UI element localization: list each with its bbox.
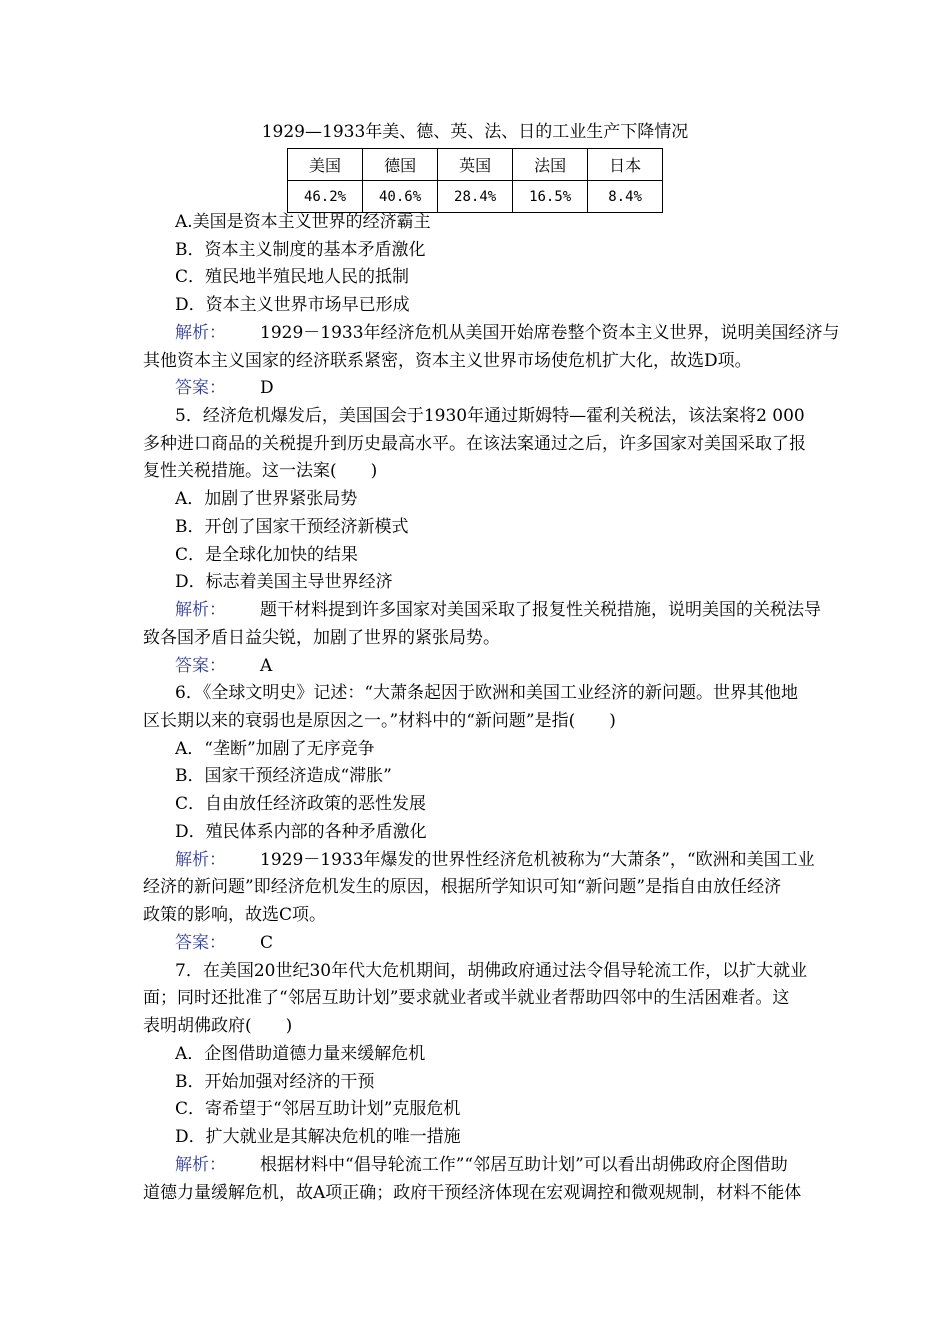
q7-stem-line: 面；同时还批准了“邻居互助计划”要求就业者或半就业者帮助四邻中的生活困难者。这 — [143, 988, 790, 1008]
answer-value: A — [260, 656, 273, 676]
q6-stem-line: 区长期以来的衰弱也是原因之一。”材料中的“新问题”是指( ) — [143, 711, 616, 731]
q5-analysis-line — [175, 599, 821, 621]
answer-value: C — [260, 933, 274, 953]
analysis-label: 解析： — [175, 1155, 226, 1175]
table-cell: 46.2% — [288, 181, 363, 213]
analysis-text: 1929－1933年爆发的世界性经济危机被称为“大萧条”，“欧洲和美国工业 — [260, 850, 815, 870]
q5-stem-line: 复性关税措施。这一法案( ) — [143, 461, 378, 481]
table-header-cell: 美国 — [288, 149, 363, 181]
q6-option-c: C．自由放任经济政策的恶性发展 — [175, 794, 427, 814]
analysis-text: 题干材料提到许多国家对美国采取了报复性关税措施，说明美国的关税法导 — [260, 600, 821, 620]
table-cell: 40.6% — [363, 181, 438, 213]
analysis-label: 解析： — [175, 850, 226, 870]
q6-analysis-line — [175, 849, 815, 871]
table-header-cell: 法国 — [513, 149, 588, 181]
q4-option-a: A.美国是资本主义世界的经济霸主 — [175, 212, 431, 232]
q7-option-b: B．开始加强对经济的干预 — [175, 1072, 375, 1092]
analysis-label: 解析： — [175, 600, 226, 620]
q6-analysis-line: 经济的新问题”即经济危机发生的原因，根据所学知识可知“新问题”是指自由放任经济 — [143, 877, 782, 897]
q6-option-b: B．国家干预经济造成“滞胀” — [175, 766, 392, 786]
q5-stem-line: 多种进口商品的关税提升到历史最高水平。在该法案通过之后，许多国家对美国采取了报 — [143, 434, 806, 454]
answer-label: 答案： — [175, 656, 226, 676]
table-header-cell: 日本 — [588, 149, 663, 181]
q4-option-c: C．殖民地半殖民地人民的抵制 — [175, 267, 410, 287]
q6-stem-line: 6．《全球文明史》记述：“大萧条起因于欧洲和美国工业经济的新问题。世界其他地 — [175, 683, 799, 703]
q4-analysis-line — [175, 322, 840, 344]
q5-option-c: C．是全球化加快的结果 — [175, 545, 359, 565]
industrial-decline-table — [287, 148, 663, 213]
q7-analysis-line — [175, 1154, 788, 1176]
table-row — [288, 181, 663, 213]
table-header-cell: 英国 — [438, 149, 513, 181]
q6-answer-line — [175, 932, 273, 954]
q6-analysis-line: 政策的影响，故选C项。 — [143, 905, 327, 925]
table-cell: 8.4% — [588, 181, 663, 213]
q6-option-d: D．殖民体系内部的各种矛盾激化 — [175, 822, 427, 842]
table-header-row — [288, 149, 663, 181]
q5-analysis-line: 致各国矛盾日益尖锐，加剧了世界的紧张局势。 — [143, 628, 500, 648]
analysis-text: 根据材料中“倡导轮流工作”“邻居互助计划”可以看出胡佛政府企图借助 — [260, 1155, 788, 1175]
answer-label: 答案： — [175, 378, 226, 398]
q6-option-a: A．“垄断”加剧了无序竞争 — [175, 739, 375, 759]
q4-answer-line — [175, 377, 274, 399]
table-cell: 28.4% — [438, 181, 513, 213]
table-cell: 16.5% — [513, 181, 588, 213]
q7-analysis-line: 道德力量缓解危机，故A项正确；政府干预经济体现在宏观调控和微观规制，材料不能体 — [143, 1183, 802, 1203]
answer-label: 答案： — [175, 933, 226, 953]
q5-answer-line — [175, 655, 272, 677]
q7-option-c: C．寄希望于“邻居互助计划”克服危机 — [175, 1099, 461, 1119]
q7-stem-line: 表明胡佛政府( ) — [143, 1016, 293, 1036]
q5-option-a: A．加剧了世界紧张局势 — [175, 489, 358, 509]
q4-option-d: D．资本主义世界市场早已形成 — [175, 295, 410, 315]
q5-option-d: D．标志着美国主导世界经济 — [175, 572, 393, 592]
table-header-cell: 德国 — [363, 149, 438, 181]
q7-option-d: D．扩大就业是其解决危机的唯一措施 — [175, 1127, 461, 1147]
q5-stem-line: 5．经济危机爆发后，美国国会于1930年通过斯姆特—霍利关税法，该法案将2 000 — [175, 406, 805, 426]
q4-analysis-line: 其他资本主义国家的经济联系紧密，资本主义世界市场使危机扩大化，故选D项。 — [143, 351, 752, 371]
answer-value: D — [260, 378, 274, 398]
analysis-text: 1929－1933年经济危机从美国开始席卷整个资本主义世界，说明美国经济与 — [260, 323, 840, 343]
analysis-label: 解析： — [175, 323, 226, 343]
q7-stem-line: 7．在美国20世纪30年代大危机期间，胡佛政府通过法令倡导轮流工作，以扩大就业 — [175, 961, 808, 981]
table-caption: 1929—1933年美、德、英、法、日的工业生产下降情况 — [261, 122, 689, 142]
q4-option-b: B．资本主义制度的基本矛盾激化 — [175, 240, 426, 260]
q5-option-b: B．开创了国家干预经济新模式 — [175, 517, 409, 537]
q7-option-a: A．企图借助道德力量来缓解危机 — [175, 1044, 426, 1064]
